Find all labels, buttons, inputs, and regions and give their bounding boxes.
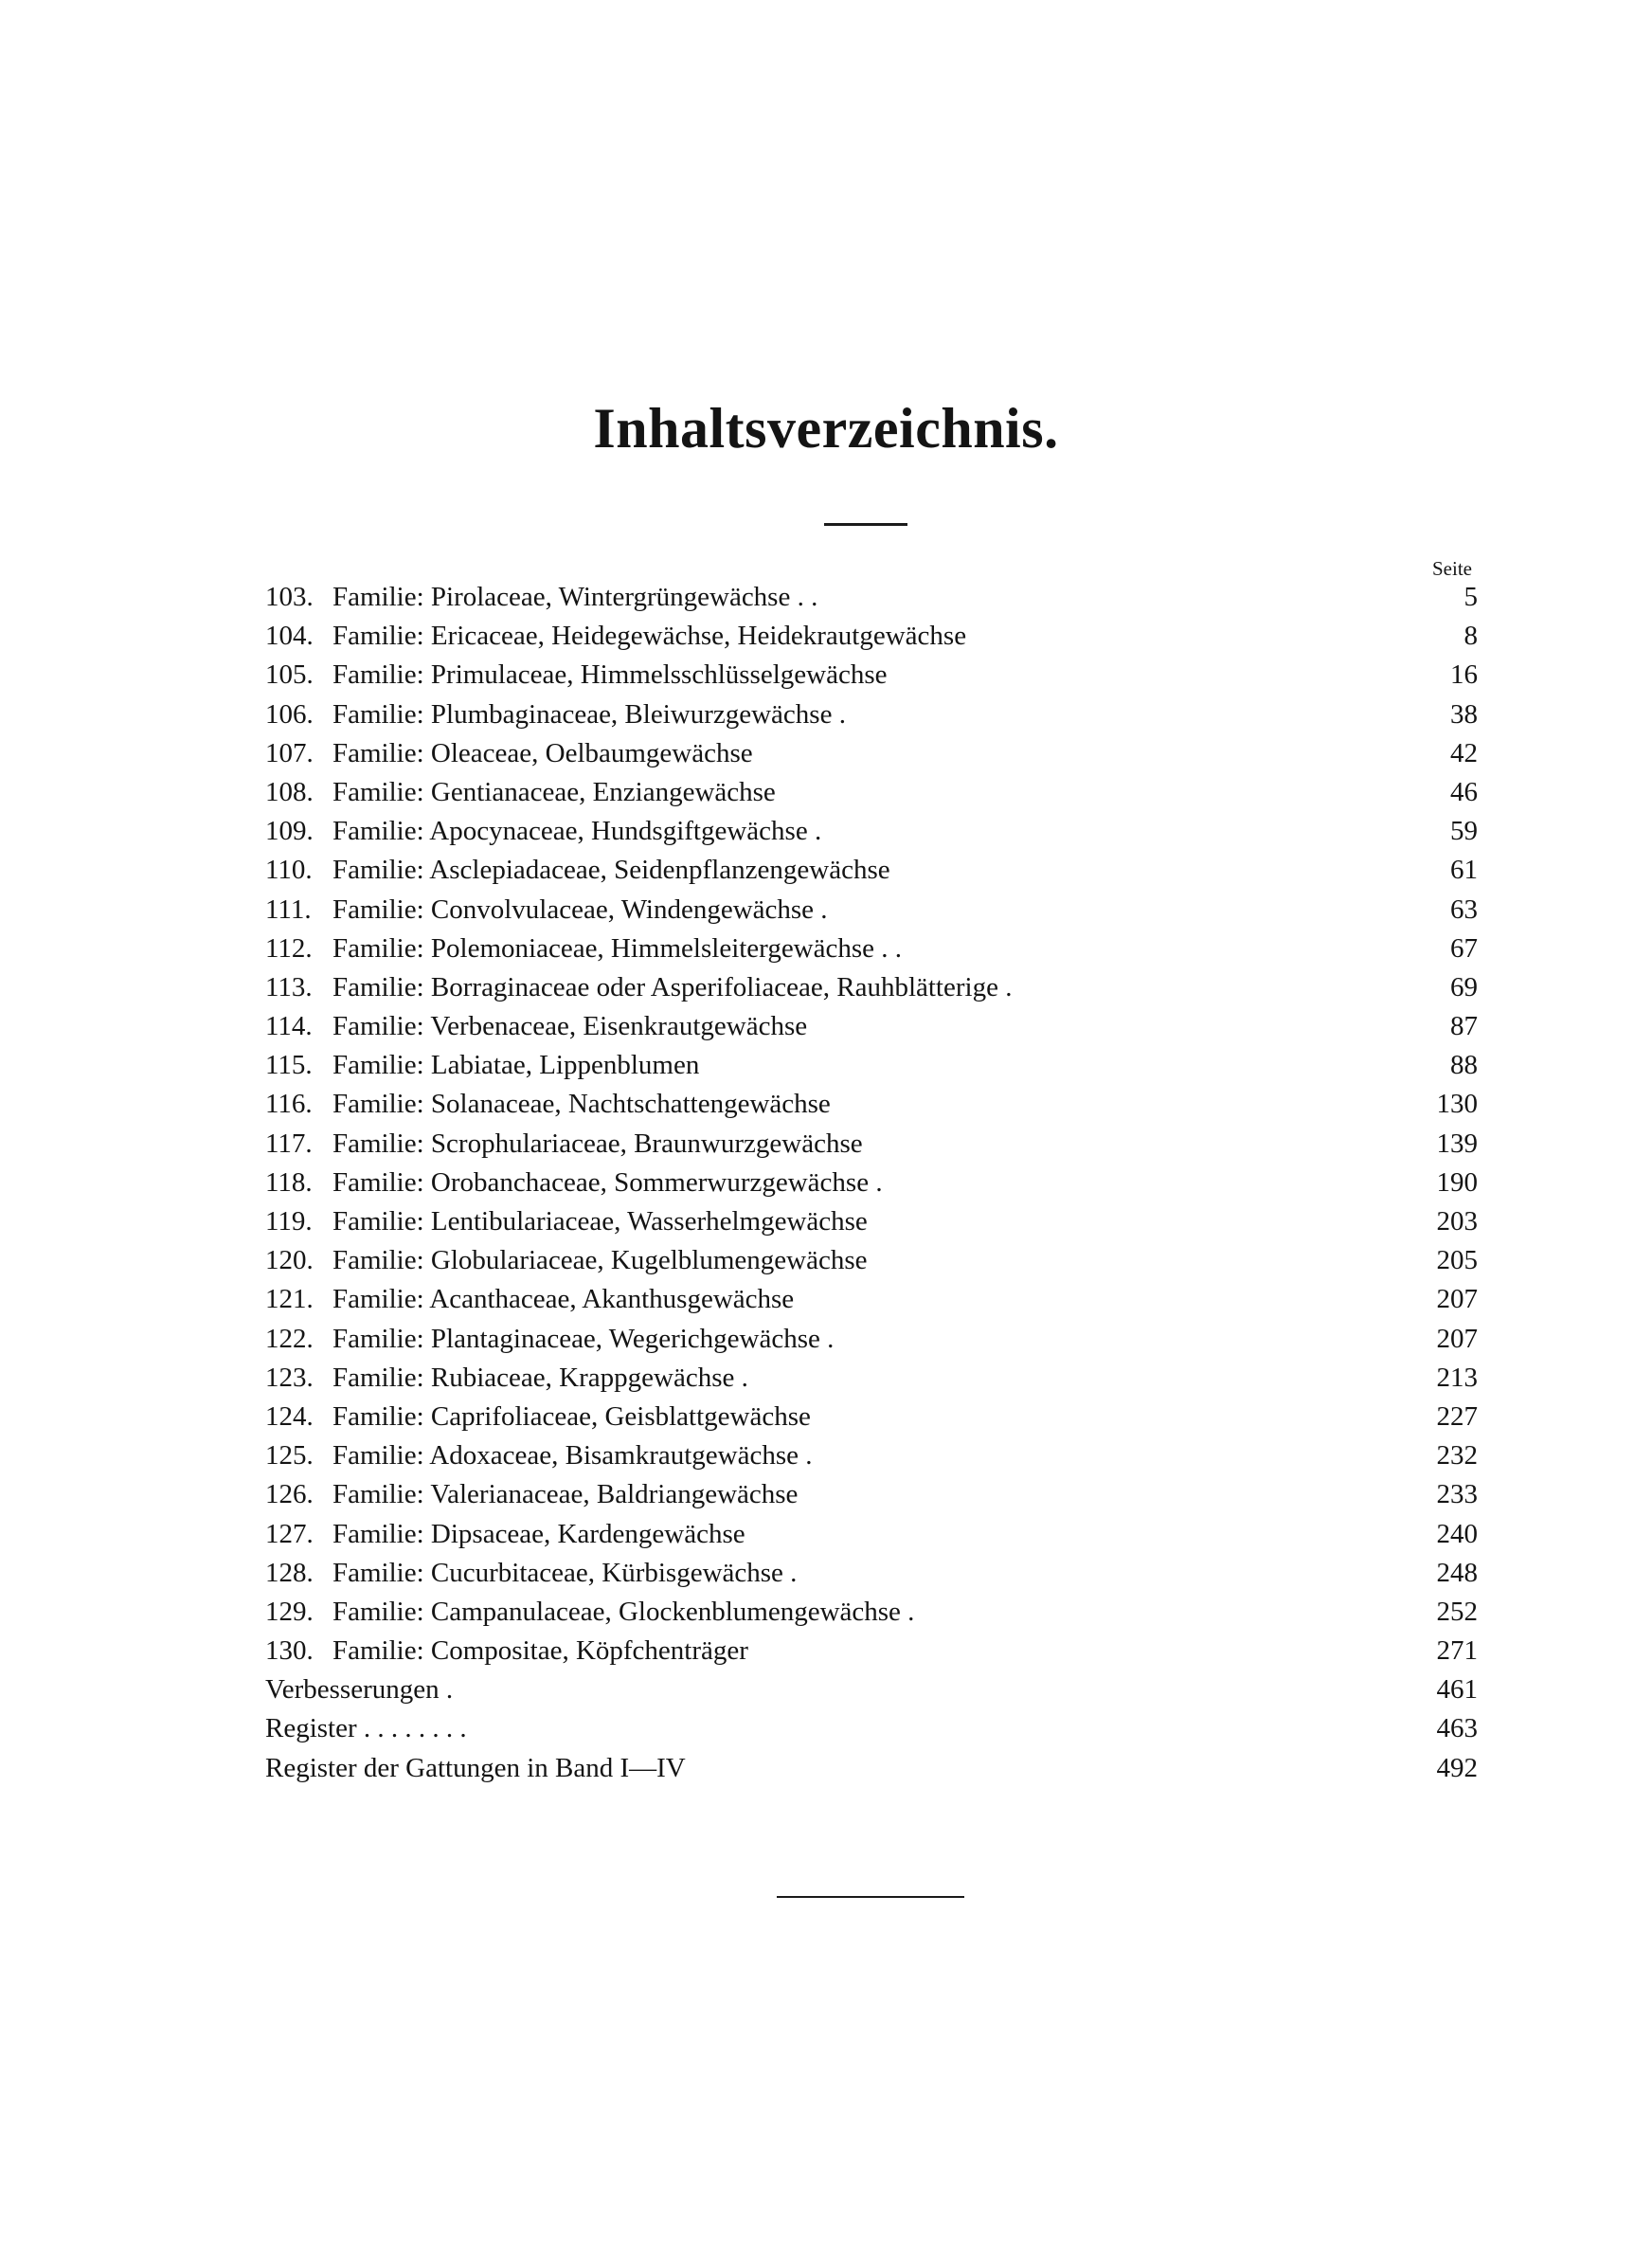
toc-title: Familie: Lentibulariaceae, Wasserhelmgewächse (332, 1206, 868, 1237)
toc-title: Familie: Acanthaceae, Akanthusgewächse (332, 1284, 795, 1315)
toc-row (265, 656, 1478, 695)
toc-title: Familie: Gentianaceae, Enziangewächse (332, 776, 776, 807)
toc-number: 129. (265, 1596, 314, 1627)
toc-number: 103. (265, 582, 314, 612)
toc-title: Familie: Valerianaceae, Baldriangewächse (332, 1479, 799, 1510)
toc-title: Familie: Rubiaceae, Krappgewächse . (332, 1362, 748, 1393)
toc-number: 127. (265, 1518, 314, 1549)
toc-row (265, 1359, 1478, 1398)
toc-page: 42 (1450, 737, 1478, 768)
toc-row (265, 617, 1478, 656)
toc-title: Familie: Compositae, Köpfchenträger (332, 1635, 748, 1667)
toc-row (265, 1515, 1478, 1554)
toc-page: 8 (1463, 621, 1478, 652)
toc-row (265, 968, 1478, 1007)
toc-number: 110. (265, 855, 313, 886)
toc-page: 248 (1436, 1557, 1478, 1588)
toc-title: Familie: Adoxaceae, Bisamkrautgewächse . (332, 1440, 813, 1472)
toc-row (265, 1241, 1478, 1280)
toc-row (265, 1280, 1478, 1319)
toc-number: 124. (265, 1400, 314, 1432)
toc-page: 227 (1436, 1400, 1478, 1432)
toc-number: 120. (265, 1245, 314, 1276)
toc-page: 38 (1450, 698, 1478, 730)
toc-page: 492 (1436, 1752, 1478, 1783)
toc-title: Familie: Orobanchaceae, Sommerwurzgewächse . (332, 1166, 883, 1198)
toc-number: 106. (265, 698, 314, 730)
toc-page: 232 (1436, 1440, 1478, 1472)
toc-title: Familie: Borraginaceae oder Asperifoliaceae, Rauhblätterige . (332, 971, 1013, 1002)
toc-page: 16 (1450, 659, 1478, 691)
toc-row (265, 891, 1478, 930)
toc-page: 130 (1436, 1089, 1478, 1120)
toc-page: 87 (1450, 1011, 1478, 1042)
toc-row (265, 578, 1478, 617)
toc-page: 59 (1450, 816, 1478, 847)
toc-row (265, 1085, 1478, 1124)
toc-page: 46 (1450, 776, 1478, 807)
toc-row (265, 1475, 1478, 1514)
toc-page: 139 (1436, 1128, 1478, 1159)
toc-row (265, 1320, 1478, 1359)
toc-row (265, 812, 1478, 851)
toc-title: Register . . . . . . . . (265, 1713, 467, 1744)
toc-page: 207 (1436, 1323, 1478, 1354)
toc-row (265, 1202, 1478, 1241)
toc-number: 125. (265, 1440, 314, 1472)
toc-page: 88 (1450, 1050, 1478, 1081)
toc-number: 114. (265, 1011, 313, 1042)
toc-number: 117. (265, 1128, 313, 1159)
toc-number: 111. (265, 894, 312, 925)
toc-number: 112. (265, 932, 313, 964)
page-title: Inhaltsverzeichnis. (593, 397, 1059, 460)
toc-title: Familie: Asclepiadaceae, Seidenpflanzengewächse (332, 855, 890, 886)
title-rule (824, 523, 907, 526)
toc-number: 104. (265, 621, 314, 652)
toc-title: Familie: Convolvulaceae, Windengewächse . (332, 894, 828, 925)
toc-page: 63 (1450, 894, 1478, 925)
toc-title: Familie: Apocynaceae, Hundsgiftgewächse . (332, 816, 822, 847)
toc-number: 116. (265, 1089, 313, 1120)
toc-title: Familie: Caprifoliaceae, Geisblattgewächse (332, 1400, 811, 1432)
toc-number: 105. (265, 659, 314, 691)
toc-title: Familie: Labiatae, Lippenblumen (332, 1050, 700, 1081)
closing-rule (777, 1896, 964, 1898)
toc-row (265, 1046, 1478, 1085)
toc-row (265, 1709, 1478, 1748)
toc-number: 128. (265, 1557, 314, 1588)
toc-row (265, 773, 1478, 812)
toc-number: 122. (265, 1323, 314, 1354)
toc-title: Register der Gattungen in Band I—IV (265, 1752, 686, 1783)
toc-title: Familie: Verbenaceae, Eisenkrautgewächse (332, 1011, 808, 1042)
toc-page: 205 (1436, 1245, 1478, 1276)
toc-number: 130. (265, 1635, 314, 1667)
toc-row (265, 1632, 1478, 1670)
toc-title: Familie: Globulariaceae, Kugelblumengewächse (332, 1245, 868, 1276)
toc-page: 233 (1436, 1479, 1478, 1510)
toc-title: Familie: Polemoniaceae, Himmelsleitergewächse . . (332, 932, 903, 964)
toc-title: Familie: Campanulaceae, Glockenblumengewächse . (332, 1596, 915, 1627)
toc-number: 118. (265, 1166, 313, 1198)
toc-page: 190 (1436, 1166, 1478, 1198)
toc-title: Familie: Plantaginaceae, Wegerichgewächse . (332, 1323, 835, 1354)
toc-page: 207 (1436, 1284, 1478, 1315)
toc-page: 271 (1436, 1635, 1478, 1667)
seite-label: Seite (1432, 557, 1472, 580)
toc-title: Verbesserungen . (265, 1674, 454, 1706)
toc-row (265, 1436, 1478, 1475)
toc-row (265, 1749, 1478, 1788)
toc-number: 109. (265, 816, 314, 847)
toc-page: 67 (1450, 932, 1478, 964)
toc-title: Familie: Pirolaceae, Wintergrüngewächse . . (332, 582, 818, 612)
toc-title: Familie: Cucurbitaceae, Kürbisgewächse . (332, 1557, 798, 1588)
toc-title: Familie: Ericaceae, Heidegewächse, Heidekrautgewächse (332, 621, 967, 652)
toc-page: 5 (1463, 582, 1478, 612)
toc-row (265, 1125, 1478, 1164)
toc-number: 115. (265, 1050, 313, 1081)
toc-row (265, 930, 1478, 968)
toc-page: 252 (1436, 1596, 1478, 1627)
toc-number: 107. (265, 737, 314, 768)
toc-row (265, 1670, 1478, 1709)
toc-row (265, 851, 1478, 890)
toc-page: 203 (1436, 1206, 1478, 1237)
toc-row (265, 1554, 1478, 1593)
toc-page: 463 (1436, 1713, 1478, 1744)
toc-number: 119. (265, 1206, 313, 1237)
toc-title: Familie: Solanaceae, Nachtschattengewächse (332, 1089, 831, 1120)
toc-row (265, 695, 1478, 734)
toc-number: 123. (265, 1362, 314, 1393)
toc-row (265, 734, 1478, 773)
toc-title: Familie: Dipsaceae, Kardengewächse (332, 1518, 745, 1549)
toc-page: 61 (1450, 855, 1478, 886)
toc-page: 461 (1436, 1674, 1478, 1706)
toc-page: 213 (1436, 1362, 1478, 1393)
toc-number: 113. (265, 971, 313, 1002)
toc-row (265, 1593, 1478, 1632)
toc-title: Familie: Primulaceae, Himmelsschlüsselgewächse (332, 659, 888, 691)
toc-title: Familie: Scrophulariaceae, Braunwurzgewächse (332, 1128, 863, 1159)
toc-number: 126. (265, 1479, 314, 1510)
toc-row (265, 1164, 1478, 1202)
toc-page: 69 (1450, 971, 1478, 1002)
toc-number: 108. (265, 776, 314, 807)
toc-row (265, 1007, 1478, 1046)
toc-page: 240 (1436, 1518, 1478, 1549)
toc-title: Familie: Plumbaginaceae, Bleiwurzgewächse . (332, 698, 846, 730)
toc-number: 121. (265, 1284, 314, 1315)
toc-row (265, 1398, 1478, 1436)
table-of-contents (265, 578, 1478, 1788)
toc-title: Familie: Oleaceae, Oelbaumgewächse (332, 737, 753, 768)
